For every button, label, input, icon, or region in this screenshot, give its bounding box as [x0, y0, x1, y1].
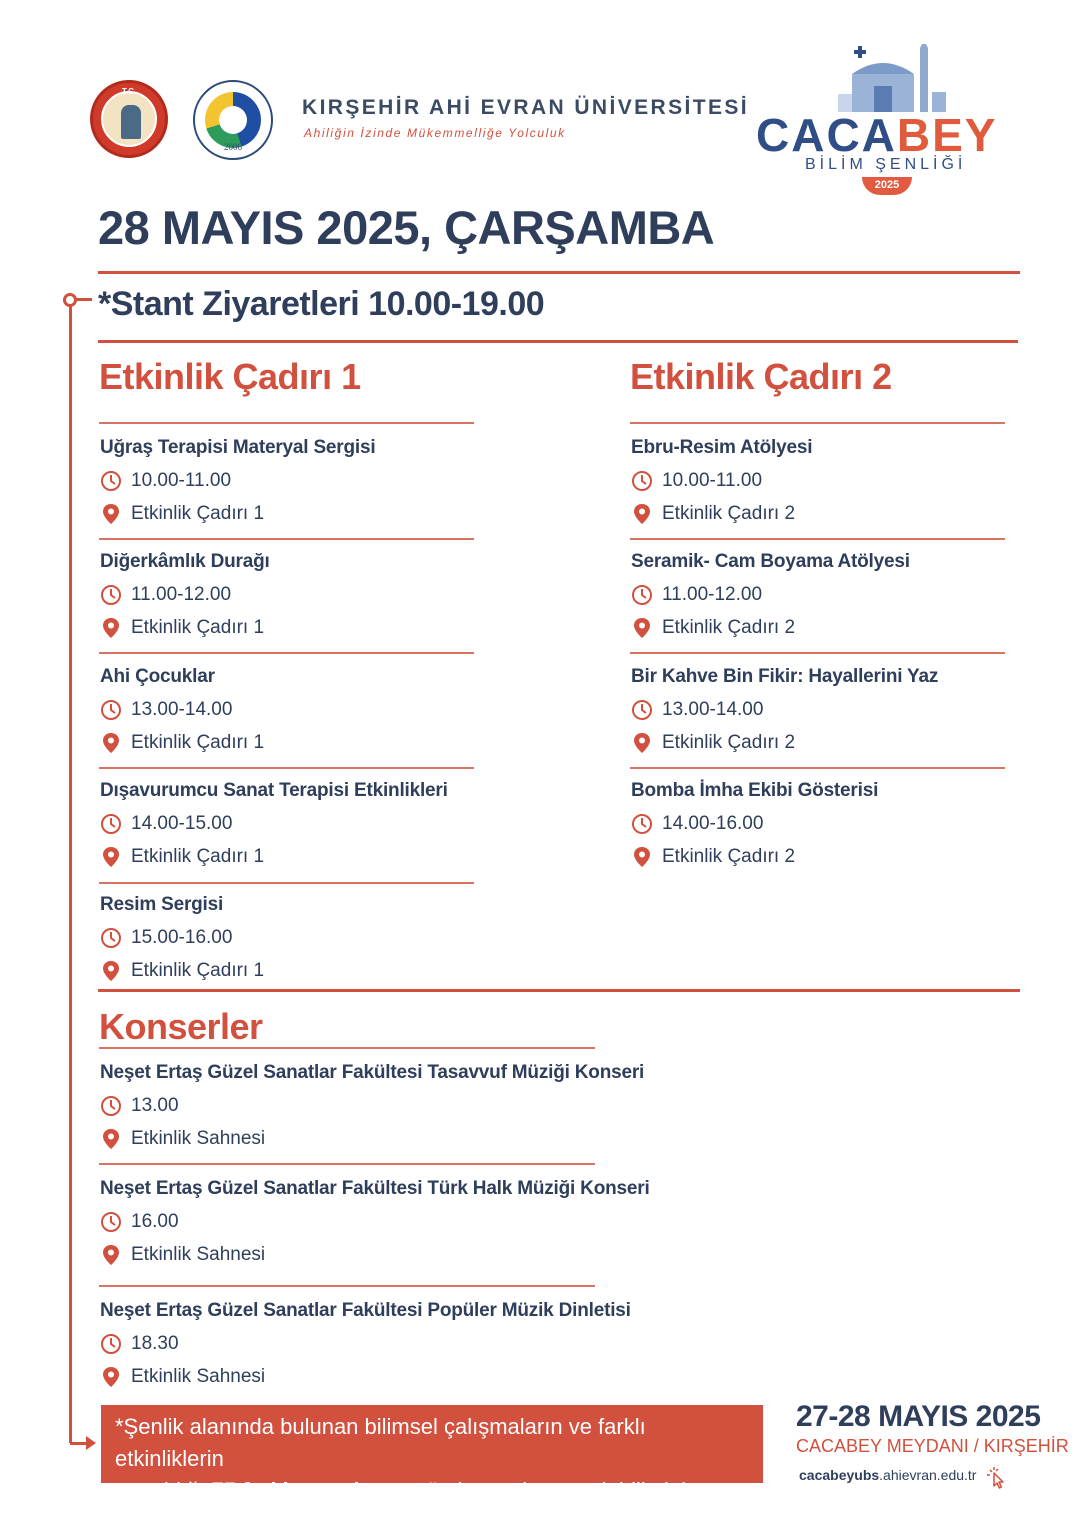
event-divider: [99, 538, 474, 540]
location-pin-icon: [631, 732, 653, 754]
location-pin-icon: [100, 617, 122, 639]
list-item: [100, 780, 448, 868]
event-divider: [99, 652, 474, 654]
notice-line-2-post: gün boyu ziyaret edebilirsiniz.: [408, 1478, 704, 1503]
timeline-arrow-icon: [86, 1436, 96, 1450]
cacabey-brand-wordmark: [756, 108, 997, 162]
list-item: [100, 666, 264, 754]
event-place: Etkinlik Çadırı 1: [131, 846, 265, 867]
university-name: KIRŞEHİR AHİ EVRAN ÜNİVERSİTESİ: [302, 96, 750, 119]
brand-part-cacab: CACA: [756, 109, 897, 161]
clock-icon: [100, 470, 122, 492]
location-pin-icon: [100, 960, 122, 982]
concerts-top-divider: [98, 989, 1020, 992]
concerts-divider: [99, 1047, 595, 1049]
event-title: Ahi Çocuklar: [100, 666, 215, 687]
clock-icon: [100, 927, 122, 949]
event-place: Etkinlik Çadırı 1: [131, 503, 265, 524]
event-title: Neşet Ertaş Güzel Sanatlar Fakültesi Türk Halk Müziği Konseri: [100, 1178, 650, 1199]
location-pin-icon: [100, 1366, 122, 1388]
footer-place: CACABEY MEYDANI / KIRŞEHİR: [796, 1436, 1069, 1456]
event-title: Resim Sergisi: [100, 894, 224, 915]
url-rest: .ahievran.edu.tr: [879, 1467, 977, 1483]
footer-dates: 27-28 MAYIS 2025: [796, 1400, 1041, 1433]
timeline-dot: [63, 293, 77, 307]
notice-line-1: *Şenlik alanında bulunan bilimsel çalışmaların ve farklı etkinliklerin: [115, 1414, 646, 1471]
clock-icon: [100, 1095, 122, 1117]
governorship-seal-logo: [90, 80, 168, 158]
location-pin-icon: [631, 617, 653, 639]
event-title: Ebru-Resim Atölyesi: [631, 437, 813, 458]
location-pin-icon: [100, 503, 122, 525]
cursor-click-icon: [985, 1466, 1009, 1490]
event-title: Bomba İmha Ekibi Gösterisi: [631, 780, 879, 801]
title-divider: [98, 271, 1020, 274]
event-time: 11.00-12.00: [662, 584, 763, 605]
event-time: 10.00-11.00: [662, 470, 763, 491]
university-slogan: Ahiliğin İzinde Mükemmelliğe Yolculuk: [304, 126, 566, 140]
list-item: [631, 551, 910, 639]
location-pin-icon: [100, 732, 122, 754]
event-divider: [99, 1285, 595, 1287]
seal-text: T.C.: [121, 87, 137, 96]
url-bold: cacabeyubs: [799, 1467, 880, 1483]
event-title: Uğraş Terapisi Materyal Sergisi: [100, 437, 376, 458]
event-time: 16.00: [131, 1211, 179, 1232]
tent2-heading: Etkinlik Çadırı 2: [630, 356, 892, 397]
tent1-divider: [99, 422, 474, 424]
tent2-divider: [630, 422, 1005, 424]
list-item: [631, 780, 878, 868]
university-logo: [193, 80, 273, 160]
concerts-heading: Konserler: [99, 1006, 263, 1047]
event-title: Bir Kahve Bin Fikir: Hayallerini Yaz: [631, 666, 939, 687]
university-logo-year: 2006: [224, 142, 242, 152]
location-pin-icon: [100, 1128, 122, 1150]
brand-part-bey: BEY: [896, 109, 998, 161]
list-item: [100, 1062, 644, 1150]
list-item: [100, 1178, 650, 1266]
location-pin-icon: [100, 846, 122, 868]
event-place: Etkinlik Sahnesi: [131, 1128, 266, 1149]
event-place: Etkinlik Çadırı 2: [662, 503, 796, 524]
stand-divider: [98, 340, 1018, 343]
event-title: Neşet Ertaş Güzel Sanatlar Fakültesi Popüler Müzik Dinletisi: [100, 1300, 631, 1321]
event-time: 13.00: [131, 1095, 179, 1116]
event-title: Diğerkâmlık Durağı: [100, 551, 270, 572]
event-time: 13.00-14.00: [662, 699, 764, 720]
timeline-line: [69, 298, 72, 1443]
clock-icon: [631, 699, 653, 721]
event-divider: [630, 538, 1005, 540]
event-place: Etkinlik Çadırı 1: [131, 617, 265, 638]
event-time: 18.30: [131, 1333, 179, 1354]
event-time: 14.00-16.00: [662, 813, 764, 834]
event-title: Seramik- Cam Boyama Atölyesi: [631, 551, 910, 572]
stand-visits-heading: *Stant Ziyaretleri 10.00-19.00: [98, 285, 545, 323]
list-item: [100, 1300, 631, 1388]
event-divider: [630, 652, 1005, 654]
clock-icon: [100, 1333, 122, 1355]
brand-subtitle: BİLİM ŞENLİĞİ: [805, 156, 967, 173]
clock-icon: [631, 584, 653, 606]
cacabey-building-icon: [838, 44, 948, 112]
event-divider: [99, 1163, 595, 1165]
location-pin-icon: [631, 503, 653, 525]
event-place: Etkinlik Çadırı 1: [131, 732, 265, 753]
event-place: Etkinlik Çadırı 2: [662, 846, 796, 867]
clock-icon: [631, 470, 653, 492]
event-divider: [99, 767, 474, 769]
event-time: 15.00-16.00: [131, 927, 233, 948]
event-divider: [630, 767, 1005, 769]
event-time: 11.00-12.00: [131, 584, 232, 605]
event-place: Etkinlik Çadırı 2: [662, 617, 796, 638]
clock-icon: [100, 584, 122, 606]
event-title: Dışavurumcu Sanat Terapisi Etkinlikleri: [100, 780, 448, 801]
notice-line-2: [115, 1475, 749, 1507]
event-title: Neşet Ertaş Güzel Sanatlar Fakültesi Tasavvuf Müziği Konseri: [100, 1062, 645, 1083]
clock-icon: [100, 813, 122, 835]
event-place: Etkinlik Çadırı 1: [131, 960, 265, 981]
notice-line-2-bold: 75 farklı standımızı: [211, 1478, 409, 1503]
list-item: [100, 551, 270, 639]
list-item: [631, 437, 812, 525]
event-time: 13.00-14.00: [131, 699, 233, 720]
notice-box: [101, 1405, 763, 1503]
list-item: [100, 437, 375, 525]
location-pin-icon: [100, 1244, 122, 1266]
tent1-heading: Etkinlik Çadırı 1: [99, 356, 361, 397]
footer-url-link[interactable]: [799, 1467, 976, 1483]
clock-icon: [631, 813, 653, 835]
page-title: 28 MAYIS 2025, ÇARŞAMBA: [98, 201, 715, 254]
event-place: Etkinlik Çadırı 2: [662, 732, 796, 753]
list-item: [631, 666, 938, 754]
list-item: [100, 894, 264, 982]
clock-icon: [100, 1211, 122, 1233]
event-time: 14.00-15.00: [131, 813, 233, 834]
event-divider: [99, 882, 474, 884]
notice-line-2-pre: yer aldığı: [115, 1478, 212, 1503]
location-pin-icon: [631, 846, 653, 868]
clock-icon: [100, 699, 122, 721]
event-time: 10.00-11.00: [131, 470, 232, 491]
event-place: Etkinlik Sahnesi: [131, 1244, 266, 1265]
brand-year-badge: 2025: [862, 177, 912, 195]
event-place: Etkinlik Sahnesi: [131, 1366, 266, 1387]
